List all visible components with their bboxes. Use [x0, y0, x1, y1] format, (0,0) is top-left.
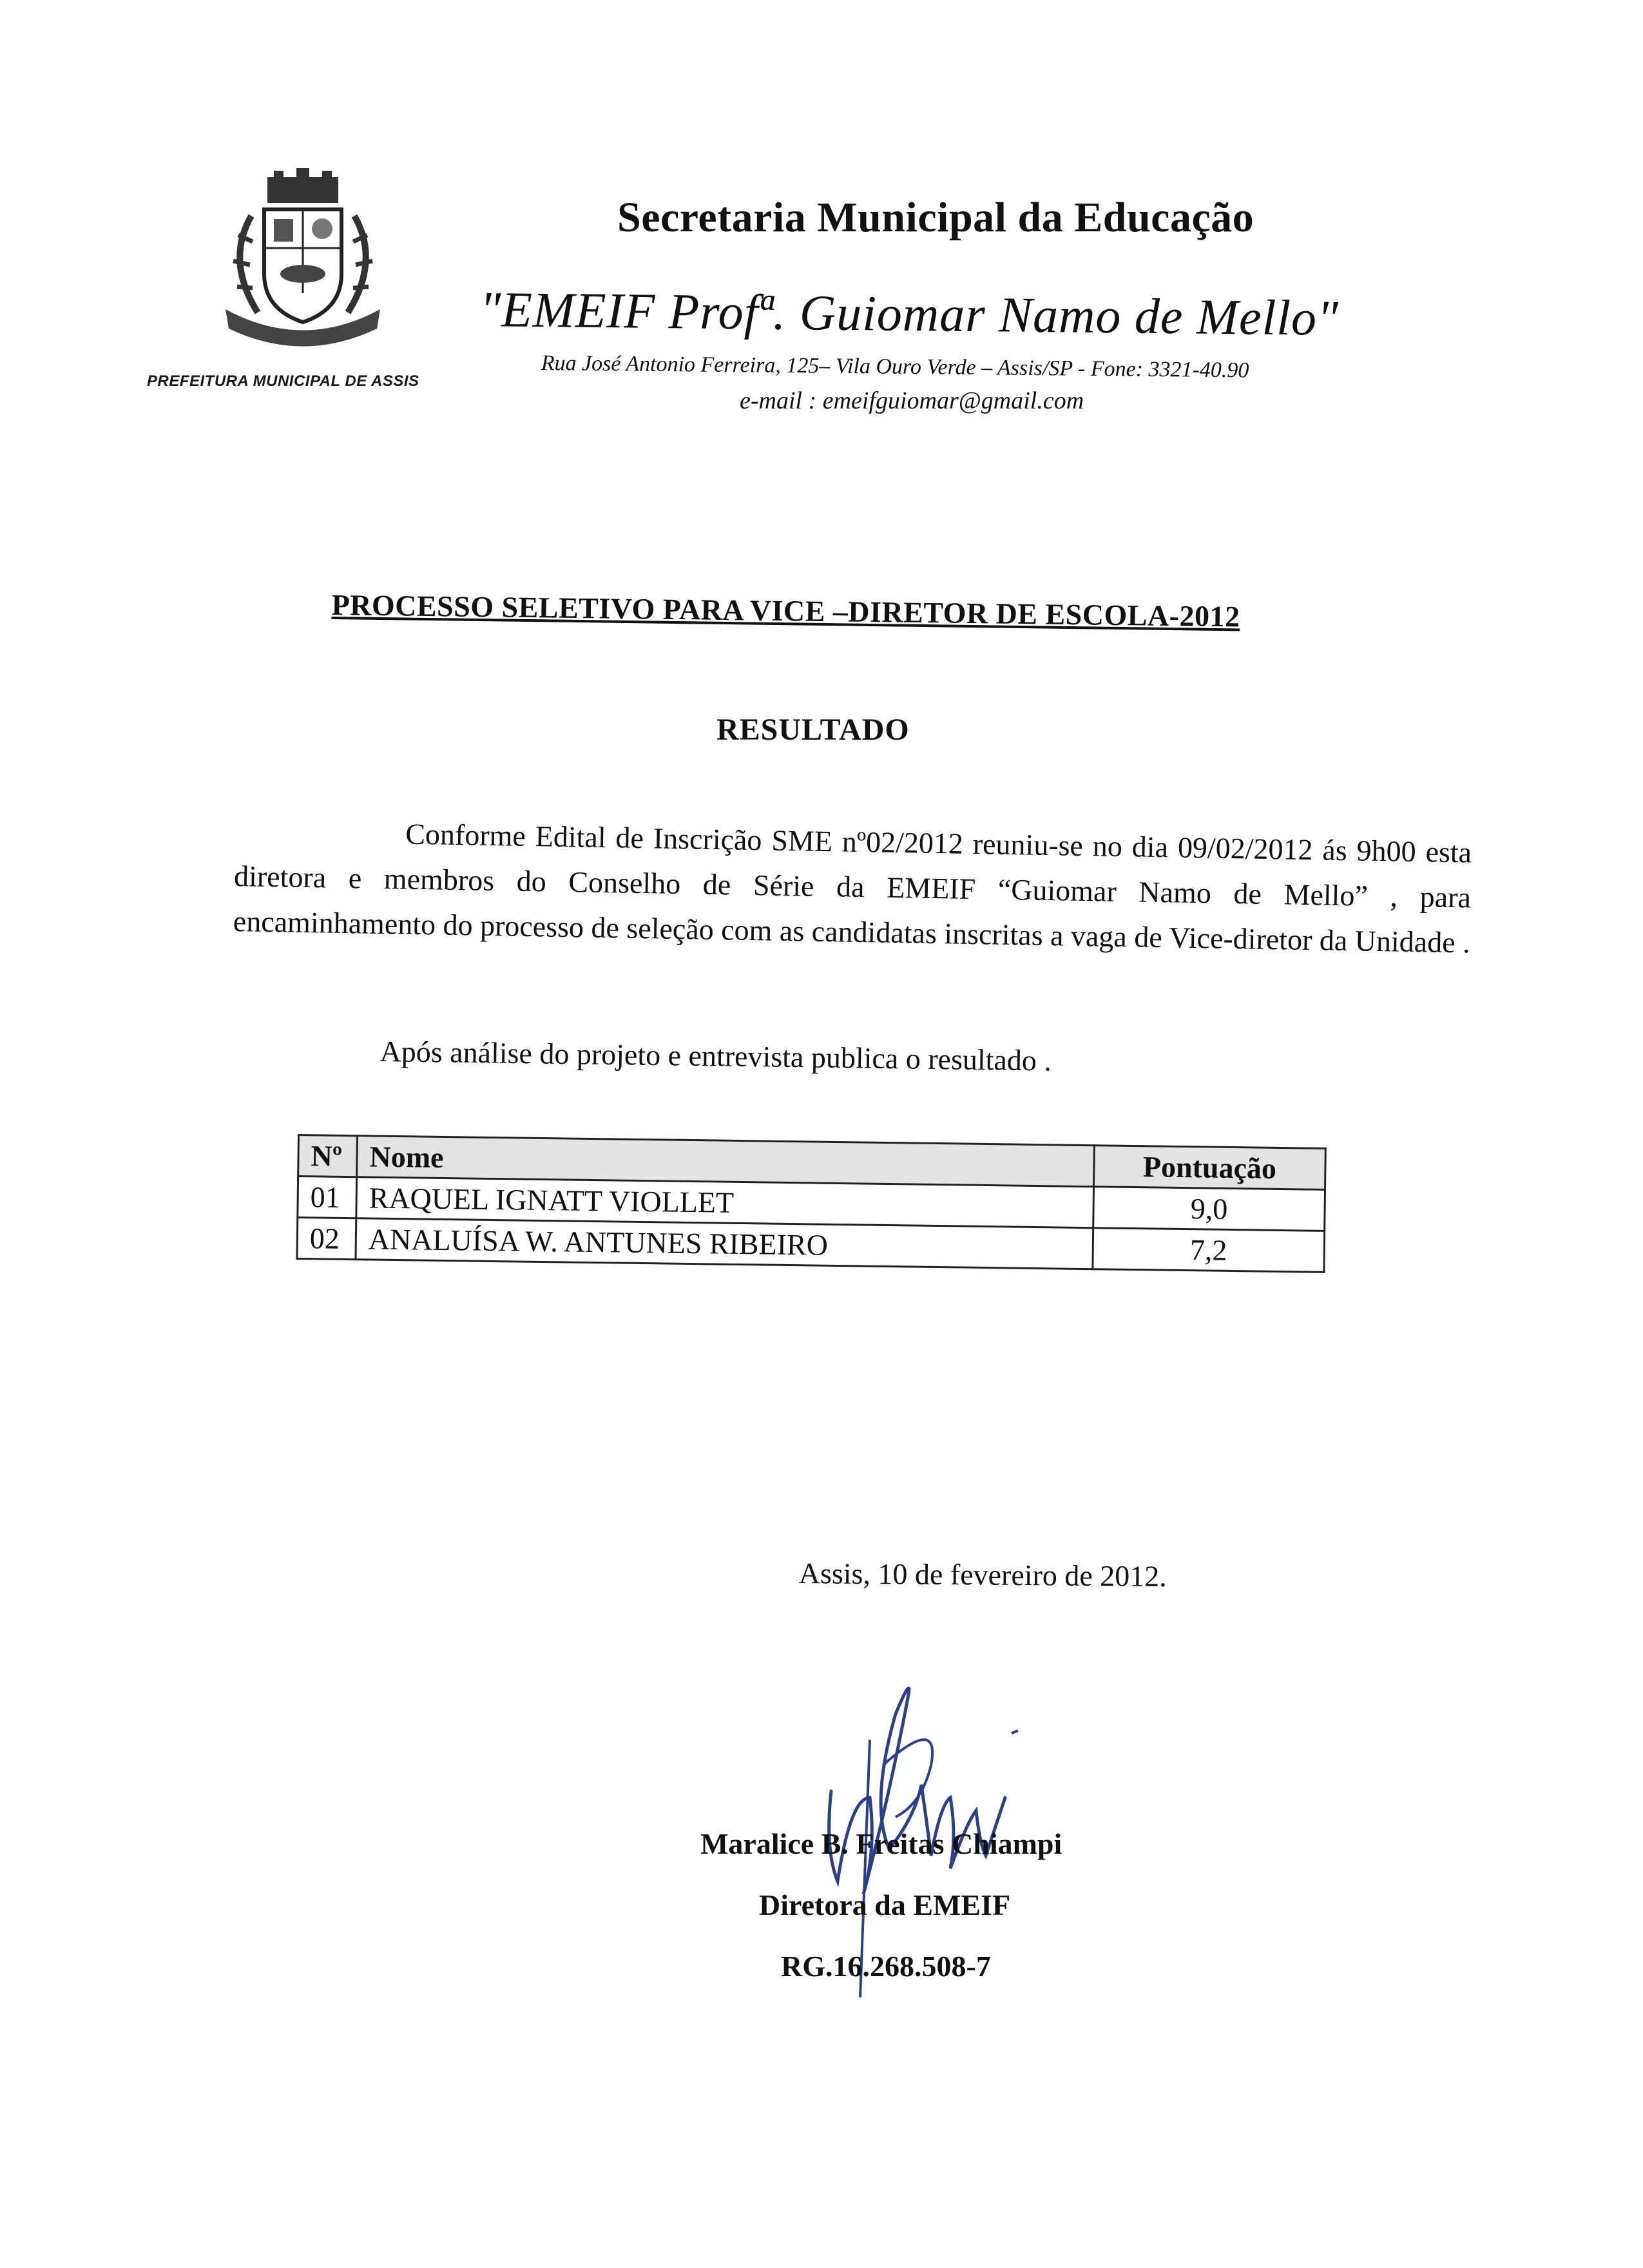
header-name: Nome [357, 1136, 1095, 1187]
municipal-crest-logo [213, 164, 393, 358]
row-score: 7,2 [1093, 1228, 1325, 1273]
row-score: 9,0 [1093, 1187, 1325, 1231]
crest-label: PREFEITURA MUNICIPAL DE ASSIS [147, 372, 419, 390]
department-title: Secretaria Municipal da Educação [617, 194, 1254, 241]
school-name: "EMEIF Profª. Guiomar Namo de Mello" [479, 280, 1340, 346]
row-number: 02 [297, 1218, 356, 1260]
school-email: e-mail : emeifguiomar@gmail.com [740, 387, 1084, 414]
row-name: RAQUEL IGNATT VIOLLET [356, 1177, 1094, 1228]
row-name: ANALUÍSA W. ANTUNES RIBEIRO [356, 1218, 1093, 1269]
signatory-role: Diretora da EMEIF [759, 1888, 1011, 1921]
row-number: 01 [298, 1177, 357, 1218]
school-address: Rua José Antonio Ferreira, 125– Vila Ouro Verde – Assis/SP - Fone: 3321-40.90 [541, 351, 1249, 383]
signatory-name: Maralice B. Freitas Chiampi [700, 1827, 1062, 1860]
document-date: Assis, 10 de fevereiro de 2012. [798, 1557, 1167, 1593]
body-paragraph-2: Após análise do projeto e entrevista publica o resultado . [380, 1034, 1052, 1077]
body-paragraph-1: Conforme Edital de Inscrição SME nº02/2012 reuniu-se no dia 09/02/2012 ás 9h00 esta diretora e membros do Conselho de Série da EMEIF “Guiomar Namo de Mello” , para encaminhamento do processo de seleção com as candidatas inscritas a vaga de Vice-diretor da Unidade . [233, 817, 1472, 959]
document-subtitle: RESULTADO [716, 713, 910, 747]
results-table [296, 1134, 1326, 1273]
signatory-id: RG.16.268.508-7 [781, 1950, 991, 1983]
header-number: Nº [298, 1135, 358, 1177]
header-score: Pontuação [1094, 1146, 1326, 1190]
document-title: PROCESSO SELETIVO PARA VICE –DIRETOR DE ESCOLA-2012 [331, 588, 1240, 633]
